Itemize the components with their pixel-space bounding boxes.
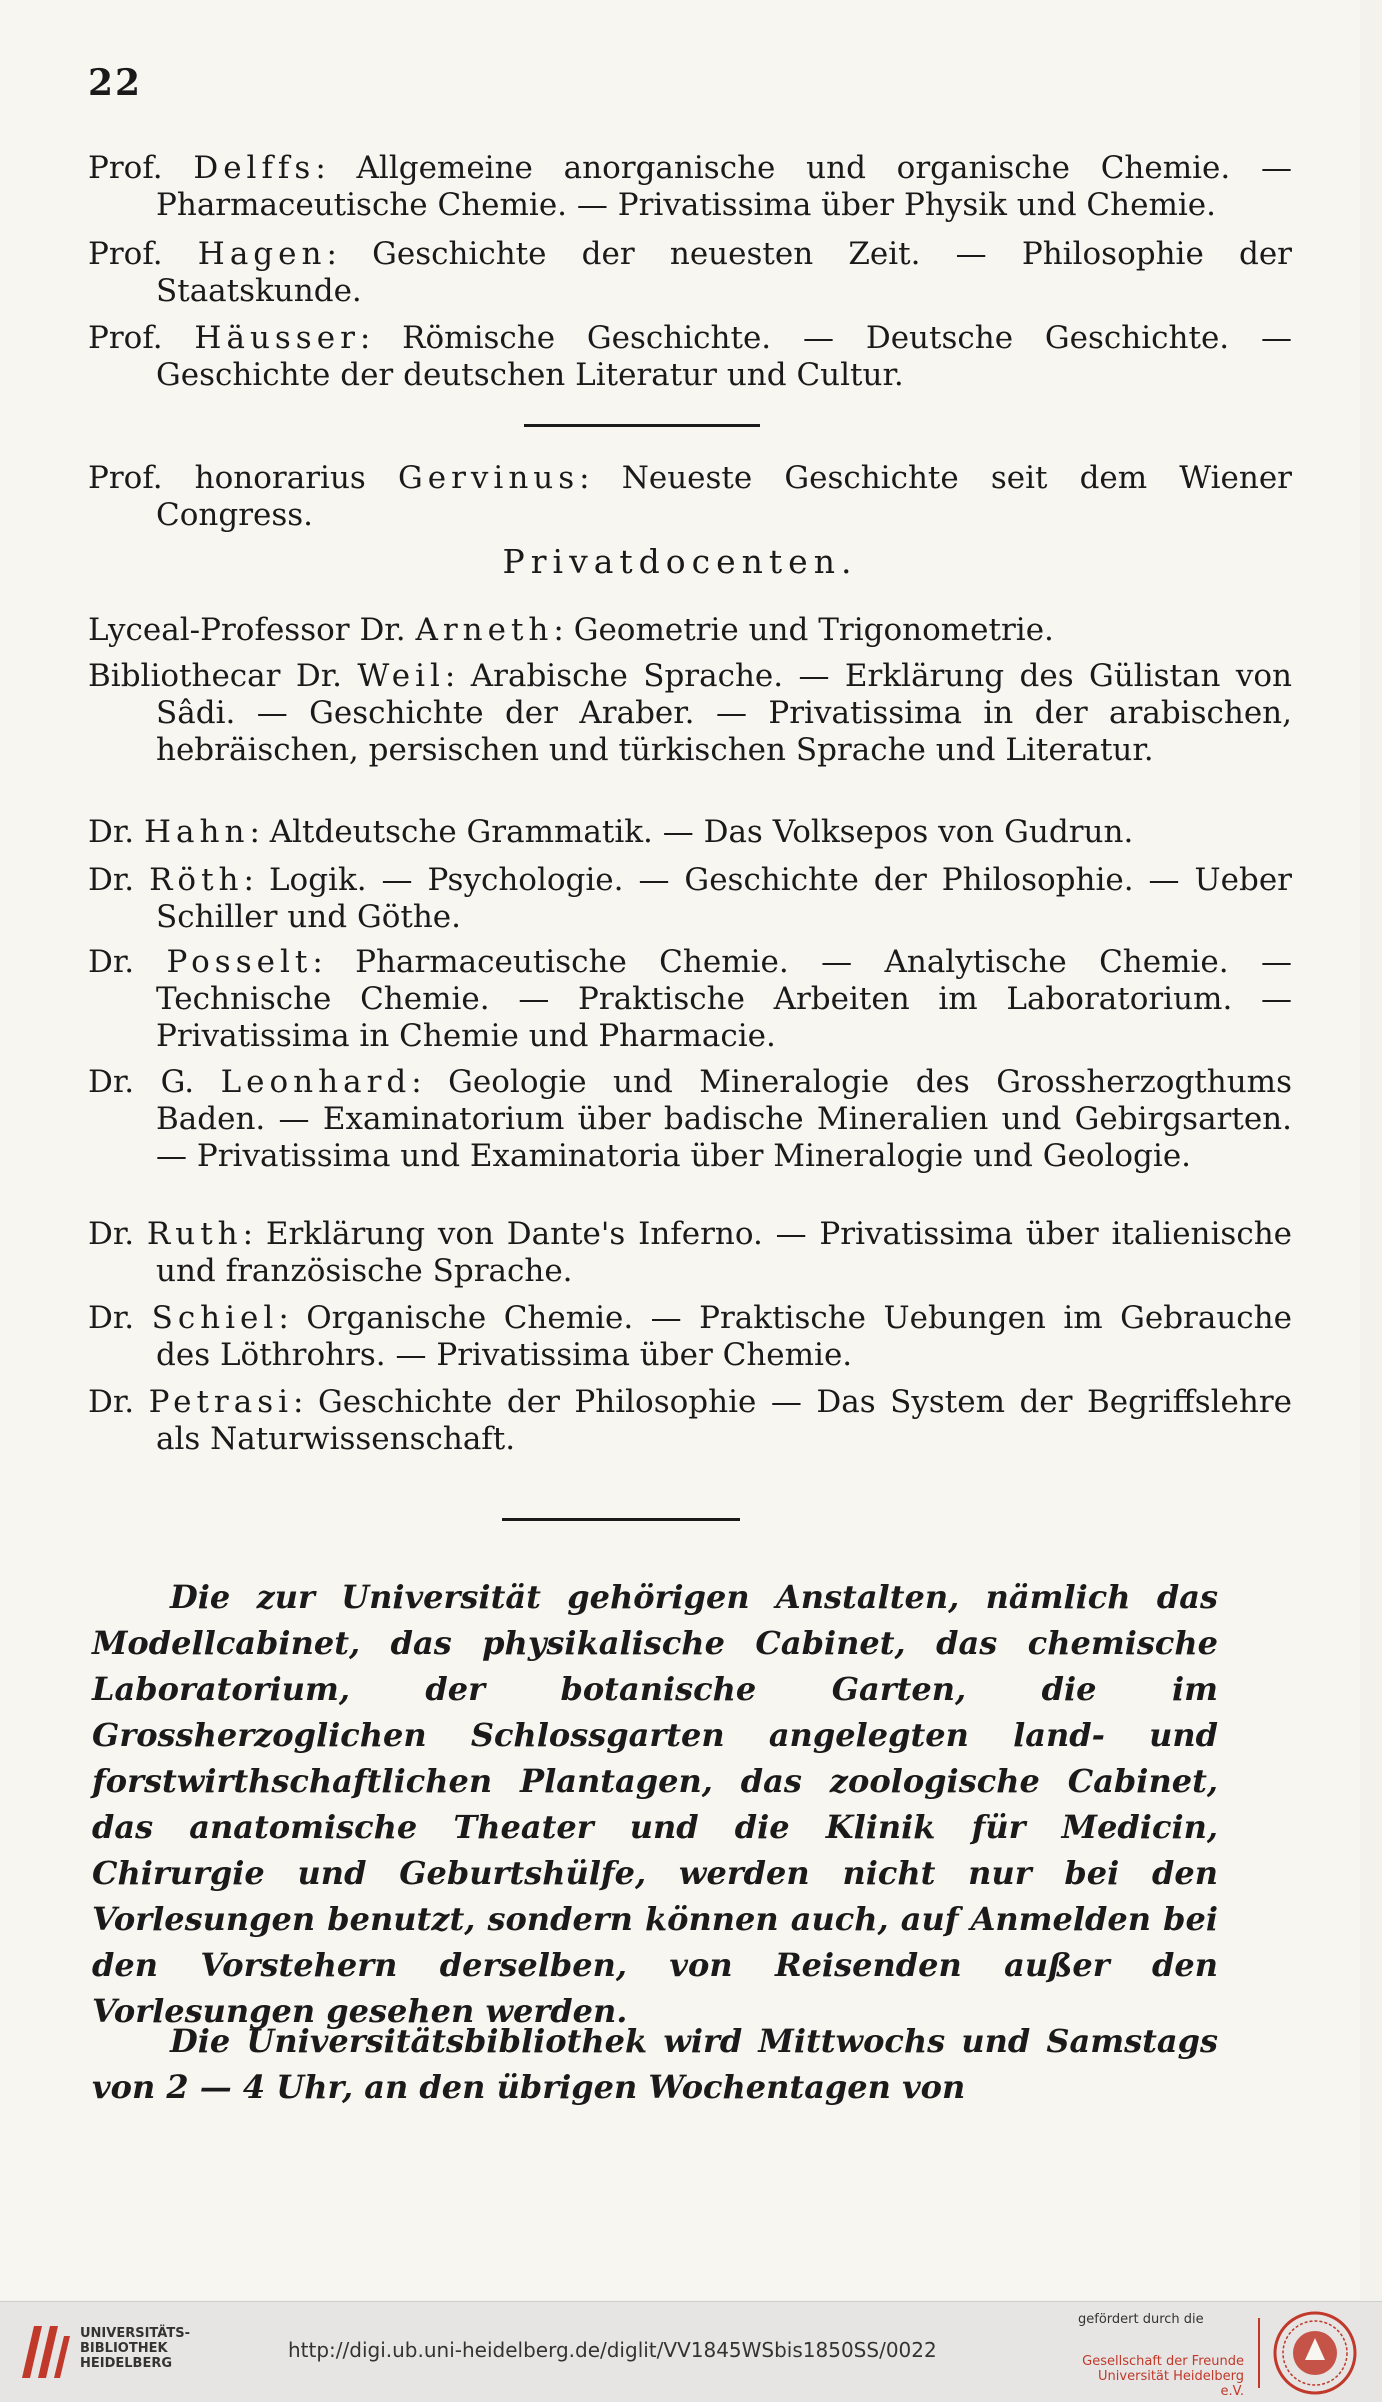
lecture-entry: Prof. honorarius Gervinus: Neueste Geschichte seit dem Wiener Congress.: [88, 460, 1292, 533]
lecturer-name: Leonhard: [220, 1064, 412, 1100]
divider-rule: [502, 1518, 740, 1521]
lecturer-name: Häusser: [194, 320, 360, 356]
lecture-entry: Dr. Hahn: Altdeutsche Grammatik. — Das Volksepos von Gudrun.: [88, 814, 1134, 850]
footer-divider: [1258, 2318, 1260, 2388]
lecture-entry: Prof. Hagen: Geschichte der neuesten Zeit. — Philosophie der Staatskunde.: [88, 236, 1293, 309]
lecture-entry: Dr. Petrasi: Geschichte der Philosophie — Das System der Begriffslehre als Naturwissenschaft.: [88, 1384, 1292, 1457]
lecturer-name: Delffs: [193, 150, 316, 186]
library-name: UNIVERSITÄTS- BIBLIOTHEK HEIDELBERG: [80, 2326, 190, 2371]
lecturer-name: Posselt: [166, 944, 313, 980]
lecture-entry: Dr. Schiel: Organische Chemie. — Praktische Uebungen im Gebrauche des Löthrohrs. — Privatissima über Chemie.: [88, 1300, 1292, 1373]
lecture-entry: Bibliothecar Dr. Weil: Arabische Sprache. — Erklärung des Gülistan von Sâdi. — Geschichte der Araber. — Privatissima in der arabischen, hebräischen, persischen und türkischen Sprache und Literatur.: [88, 658, 1292, 768]
lecture-entry: Lyceal-Professor Dr. Arneth: Geometrie und Trigonometrie.: [88, 612, 1054, 648]
lecturer-name: Hahn: [143, 814, 250, 850]
lecturer-name: Gervinus: [397, 460, 580, 496]
funded-by-label: gefördert durch die: [1078, 2312, 1204, 2327]
lecture-entry: Prof. Delffs: Allgemeine anorganische und organische Chemie. — Pharmaceutische Chemie. — Privatissima über Physik und Chemie.: [88, 150, 1292, 223]
lecturer-name: Röth: [149, 862, 244, 898]
society-name: Gesellschaft der Freunde Universität Heidelberg e.V.: [1082, 2354, 1244, 2399]
footer-bar: [0, 2301, 1382, 2402]
lecturer-name: Schiel: [151, 1300, 279, 1336]
lecture-entry: Dr. Posselt: Pharmaceutische Chemie. — Analytische Chemie. — Technische Chemie. — Praktische Arbeiten im Laboratorium. — Privatissima in Chemie und Pharmacie.: [88, 944, 1292, 1054]
library-logo-icon: [14, 2316, 74, 2388]
lecturer-name: Ruth: [146, 1216, 243, 1252]
lecturer-name: Arneth: [415, 612, 554, 648]
lecturer-name: Weil: [357, 658, 445, 694]
lecture-entry: Dr. Röth: Logik. — Psychologie. — Geschichte der Philosophie. — Ueber Schiller und Göthe.: [88, 862, 1292, 935]
lecture-entry: Prof. Häusser: Römische Geschichte. — Deutsche Geschichte. — Geschichte der deutschen Literatur und Cultur.: [88, 320, 1292, 393]
permalink-url[interactable]: http://digi.ub.uni-heidelberg.de/diglit/VV1845WSbis1850SS/0022: [288, 2338, 937, 2362]
lecture-entry: Dr. G. Leonhard: Geologie und Mineralogie des Grossherzogthums Baden. — Examinatorium über badische Mineralien und Gebirgsarten. — Privatissima und Examinatoria über Mineralogie und Geologie.: [88, 1064, 1292, 1174]
page-number: 22: [88, 62, 143, 104]
library-hours-notice: Die Universitätsbibliothek wird Mittwochs und Samstags von 2 — 4 Uhr, an den übrigen Wochentagen von: [92, 2022, 1218, 2106]
divider-rule: [524, 424, 760, 427]
lecture-entry: Dr. Ruth: Erklärung von Dante's Inferno. — Privatissima über italienische und französische Sprache.: [88, 1216, 1292, 1289]
lecturer-name: Hagen: [197, 236, 327, 272]
section-heading: Privatdocenten.: [502, 542, 858, 581]
lecturer-name: Petrasi: [148, 1384, 294, 1420]
university-seal-icon: [1272, 2310, 1358, 2396]
institutions-notice: Die zur Universität gehörigen Anstalten, nämlich das Modellcabinet, das physikalische Cabinet, das chemische Laboratorium, der botanische Garten, die im Grossherzoglichen Schlossgarten angelegten land- und forstwirthschaftlichen Plantagen, das zoologische Cabinet, das anatomische Theater und die Klinik für Medicin, Chirurgie und Geburtshülfe, werden nicht nur bei den Vorlesungen benutzt, sondern können auch, auf Anmelden bei den Vorstehern derselben, von Reisenden außer den Vorlesungen gesehen werden.: [92, 1578, 1218, 2030]
